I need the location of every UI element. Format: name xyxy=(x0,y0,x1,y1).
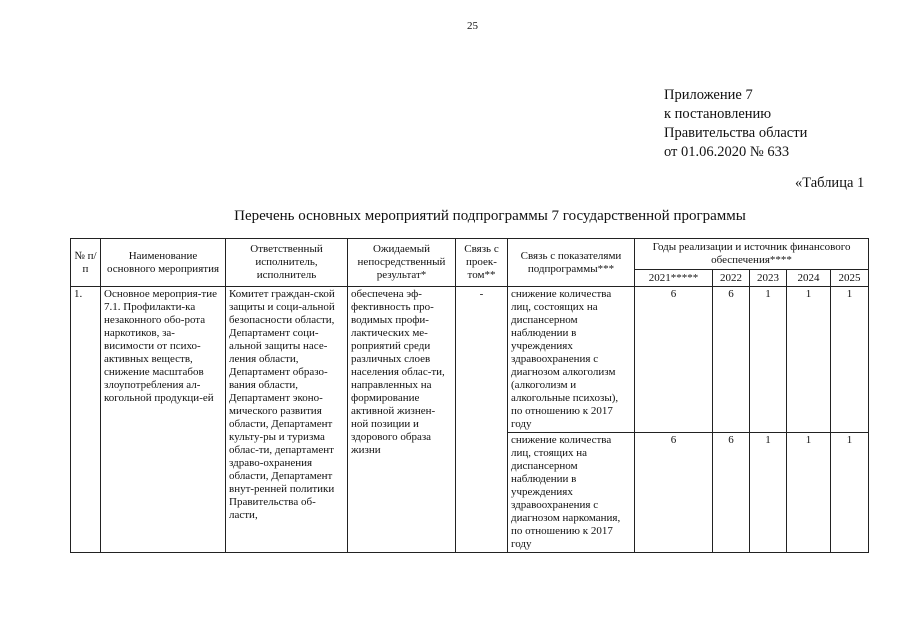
indicator-value: 1 xyxy=(750,287,787,433)
indicator-value: 1 xyxy=(831,433,869,553)
indicator-value: 6 xyxy=(635,287,713,433)
header-indicators: Связь с показателями подпрограммы*** xyxy=(508,239,635,287)
header-name: Наименование основного мероприятия xyxy=(101,239,226,287)
indicator-value: 1 xyxy=(787,287,831,433)
indicator-text: снижение количества лиц, стоящих на диспансерном наблюдении в учреждениях здравоохранения с диагнозом наркомания, по отношению к 2017 году xyxy=(508,433,635,553)
document-title: Перечень основных мероприятий подпрограммы 7 государственной программы xyxy=(234,208,746,224)
header-year: 2021***** xyxy=(635,270,713,287)
header-project: Связь с проек-том** xyxy=(456,239,508,287)
measure-project: - xyxy=(456,287,508,553)
header-executor: Ответственный исполнитель, исполнитель xyxy=(226,239,348,287)
row-number: 1. xyxy=(71,287,101,553)
indicator-value: 1 xyxy=(750,433,787,553)
header-year: 2024 xyxy=(787,270,831,287)
indicator-value: 6 xyxy=(713,287,750,433)
indicator-value: 1 xyxy=(831,287,869,433)
appendix-line: Приложение 7 xyxy=(664,87,753,103)
appendix-block xyxy=(664,86,807,162)
indicator-value: 6 xyxy=(635,433,713,553)
appendix-line: Правительства области xyxy=(664,125,808,141)
header-year: 2023 xyxy=(750,270,787,287)
header-year: 2022 xyxy=(713,270,750,287)
appendix-line: к постановлению xyxy=(664,106,772,122)
header-num: № п/п xyxy=(71,239,101,287)
indicator-text: снижение количества лиц, состоящих на диспансерном наблюдении в учреждениях здравоохранения с диагнозом алкоголизм (алкоголизм и алкогольные психозы), по отношению к 2017 году xyxy=(508,287,635,433)
measures-table xyxy=(70,238,869,553)
table-row xyxy=(71,287,869,433)
page-number: 25 xyxy=(467,20,478,32)
appendix-line: от 01.06.2020 № 633 xyxy=(664,144,790,160)
measure-name: Основное мероприя-тие 7.1. Профилакти-ка незаконного обо-рота наркотиков, за-висимости от психо-активных веществ, снижение масштабов злоупотребления ал-когольной продукци-ей xyxy=(101,287,226,553)
header-year: 2025 xyxy=(831,270,869,287)
measure-executor: Комитет граждан-ской защиты и соци-альной безопасности области, Департамент соци-альной защиты насе-ления области, Департамент образо-вания области, Департамент эконо-мического развития области, Департамент культу-ры и туризма облас-ти, департамент здраво-охранения области, Департамент внут-ренней политики Правительства об-ласти, xyxy=(226,287,348,553)
indicator-value: 1 xyxy=(787,433,831,553)
measure-result: обеспечена эф-фективность про-водимых профи-лактических ме-роприятий среди различных слоев населения облас-ти, направленных на формирование активной жизнен-ной позиции и здорового образа жизни xyxy=(348,287,456,553)
header-result: Ожидаемый непосредственный результат* xyxy=(348,239,456,287)
indicator-value: 6 xyxy=(713,433,750,553)
table-reference: «Таблица 1 xyxy=(795,175,865,191)
header-years-group: Годы реализации и источник финансового обеспечения**** xyxy=(635,239,869,270)
